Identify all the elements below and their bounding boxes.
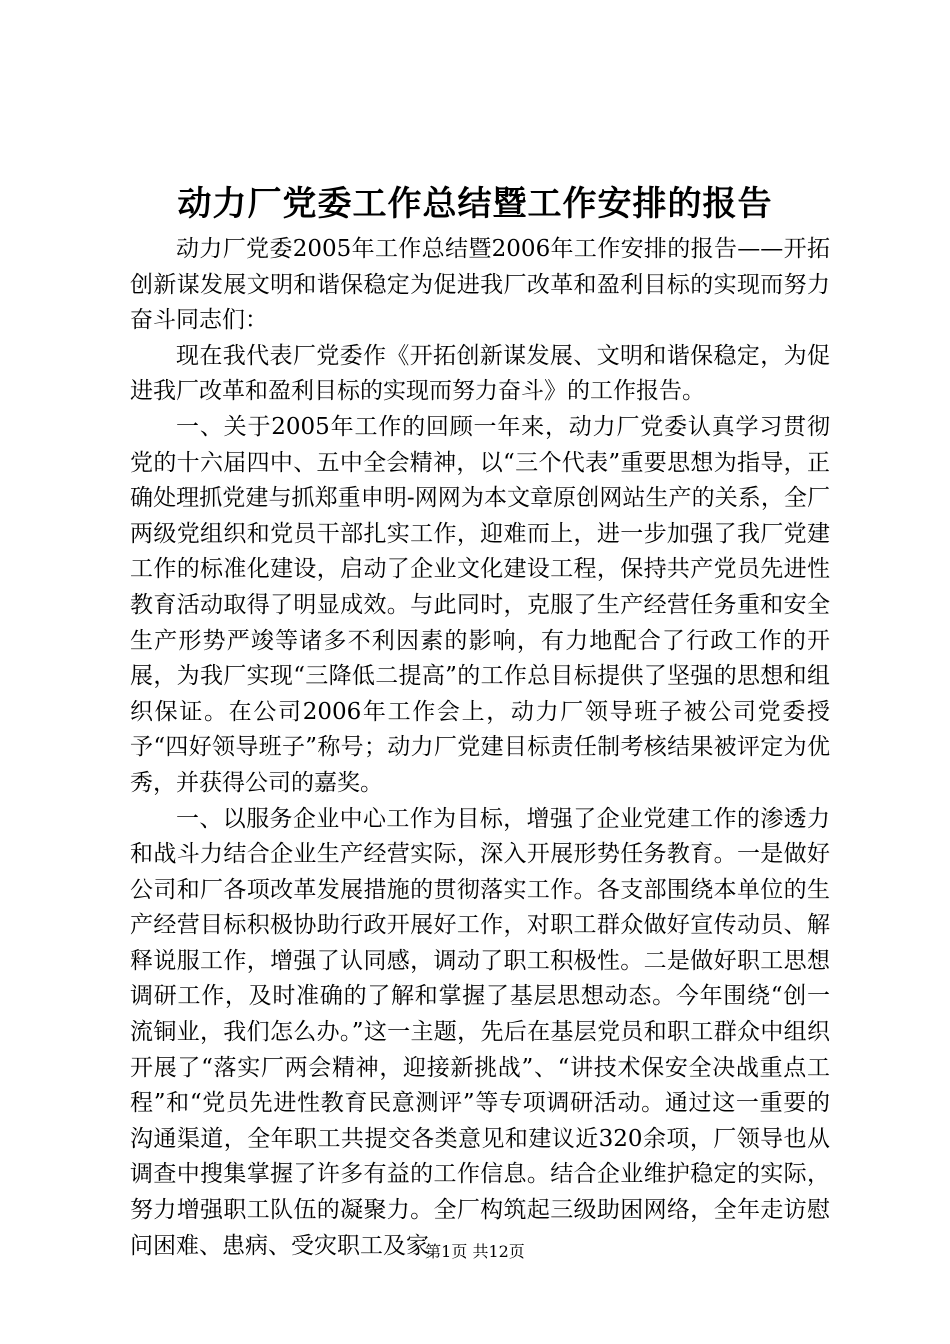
- paragraph-review-2005: 一、关于2005年工作的回顾一年来，动力厂党委认真学习贯彻党的十六届四中、五中全会精神，以“三个代表”重要思想为指导，正确处理抓党建与抓郑重申明-网网为本文章原创网站生产的关系，全厂两级党组织和党员干部扎实工作，迎难而上，进一步加强了我厂党建工作的标准化建设，启动了企业文化建设工程，保持共产党员先进性教育活动取得了明显成效。与此同时，克服了生产经营任务重和安全生产形势严竣等诸多不利因素的影响，有力地配合了行政工作的开展，为我厂实现“三降低二提高”的工作总目标提供了坚强的思想和组织保证。在公司2006年工作会上，动力厂领导班子被公司党委授予“四好领导班子”称号；动力厂党建目标责任制考核结果被评定为优秀，并获得公司的嘉奖。: [130, 413, 830, 796]
- document-title: 动力厂党委工作总结暨工作安排的报告: [177, 184, 773, 224]
- page-footer: 第1页 共12页: [425, 1242, 525, 1261]
- paragraph-report-heading: 动力厂党委2005年工作总结暨2006年工作安排的报告——开拓创新谋发展文明和谐保稳定为促进我厂改革和盈利目标的实现而努力奋斗同志们：: [130, 236, 830, 334]
- document-body: [130, 232, 830, 1264]
- paragraph-service-center-work: 一、以服务企业中心工作为目标，增强了企业党建工作的渗透力和战斗力结合企业生产经营实际，深入开展形势任务教育。一是做好公司和厂各项改革发展措施的贯彻落实工作。各支部围绕本单位的生产经营目标积极协助行政开展好工作，对职工群众做好宣传动员、解释说服工作，增强了认同感，调动了职工积极性。二是做好职工思想调研工作，及时准确的了解和掌握了基层思想动态。今年围绕“创一流铜业，我们怎么办。”这一主题，先后在基层党员和职工群众中组织开展了“落实厂两会精神，迎接新挑战”、“讲技术保安全决战重点工程”和“党员先进性教育民意测评”等专项调研活动。通过这一重要的沟通渠道，全年职工共提交各类意见和建议近320余项，厂领导也从调查中搜集掌握了许多有益的工作信息。结合企业维护稳定的实际，努力增强职工队伍的凝聚力。全厂构筑起三级助困网络，全年走访慰问困难、患病、受灾职工及家: [130, 805, 830, 1259]
- paragraph-introduction: 现在我代表厂党委作《开拓创新谋发展、文明和谐保稳定，为促进我厂改革和盈利目标的实现而努力奋斗》的工作报告。: [130, 342, 830, 405]
